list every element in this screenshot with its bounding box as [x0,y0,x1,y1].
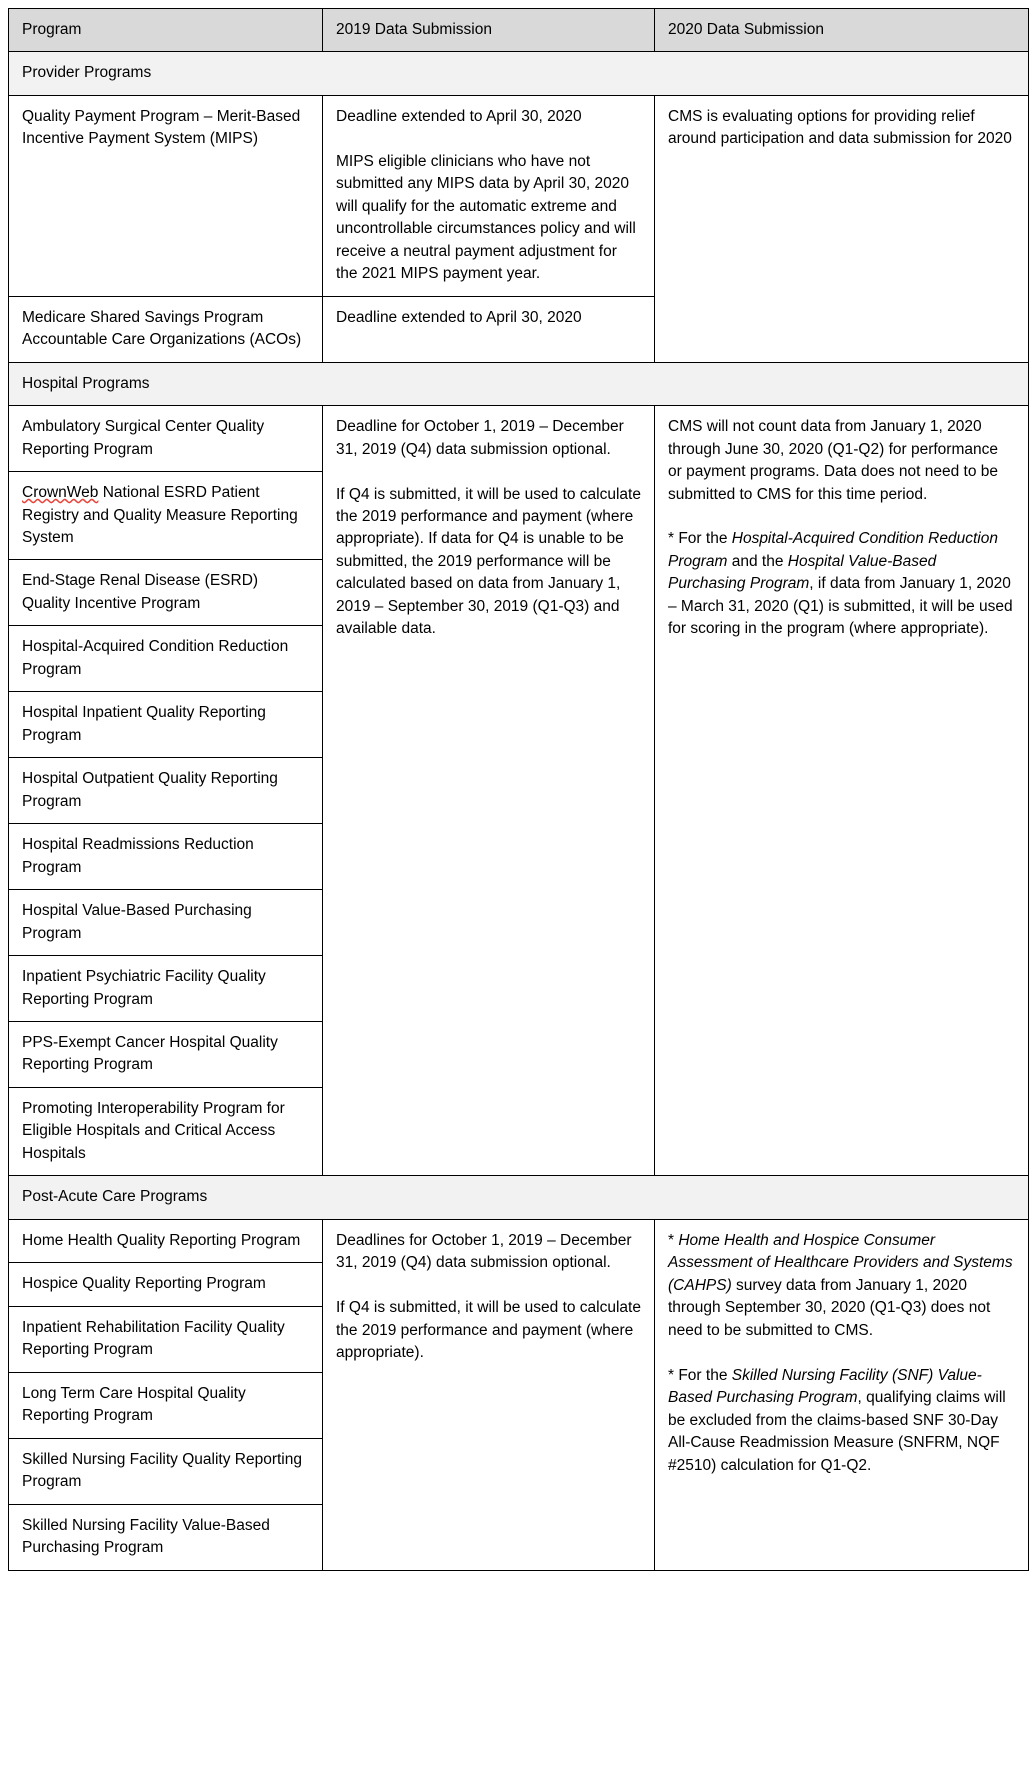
cms-data-submission-table [8,8,1029,1571]
program-name-aco: Medicare Shared Savings Program Accountable Care Organizations (ACOs) [9,296,323,362]
table-row [9,406,1029,472]
program-name: Inpatient Psychiatric Facility Quality Reporting Program [9,956,323,1022]
section-title: Post-Acute Care Programs [9,1176,1029,1219]
spellcheck-word: CrownWeb [22,484,99,502]
section-title: Hospital Programs [9,362,1029,405]
note-suffix: , qualifying claims will be excluded from the claims-based SNF 30-Day All-Cause Readmission Measure (SNFRM, NQF #2510) calculation for Q1-Q2. [668,1389,1006,1474]
section-header-hospital-programs [9,362,1029,405]
column-header-2019: 2019 Data Submission [323,9,655,52]
table-header [9,9,1029,52]
program-name: Hospital-Acquired Condition Reduction Program [9,626,323,692]
hospital-2020-detail: CMS will not count data from January 1, 2020 through June 30, 2020 (Q1-Q2) for performance or payment programs. Data does not need to be submitted to CMS for this time period. [668,418,999,503]
table-body [9,52,1029,1570]
submission-2019-aco [323,296,655,362]
program-name: Skilled Nursing Facility Value-Based Purchasing Program [9,1504,323,1570]
program-name: Hospital Inpatient Quality Reporting Program [9,692,323,758]
note-program-1: Hospital-Acquired Condition Reduction Program [668,530,998,570]
mips-2019-detail: MIPS eligible clinicians who have not submitted any MIPS data by April 30, 2020 will qualify for the automatic extreme and uncontrollable circumstances policy and will receive a neutral payment adjustment for the 2021 MIPS payment year. [336,152,636,283]
column-header-2020: 2020 Data Submission [655,9,1029,52]
submission-2020-provider-programs [655,95,1029,362]
hospital-2019-detail: If Q4 is submitted, it will be used to calculate the 2019 performance and payment (where appropriate). If data for Q4 is unable to be submitted, the 2019 performance will be calculated based on data from January 1, 2019 – September 30, 2019 (Q1-Q3) and available data. [336,485,641,638]
submission-2019-mips [323,95,655,296]
program-name-crownweb [9,472,323,560]
program-name: Hospital Readmissions Reduction Program [9,824,323,890]
aco-2019-deadline: Deadline extended to April 30, 2020 [336,308,582,326]
note-program-cahps: Home Health and Hospice Consumer Assessment of Healthcare Providers and Systems (CAHPS) [668,1231,1013,1294]
hospital-2019-deadline: Deadline for October 1, 2019 – December 31, 2019 (Q4) data submission optional. [336,418,624,458]
section-title: Provider Programs [9,52,1029,95]
program-name: Hospital Value-Based Purchasing Program [9,890,323,956]
column-header-program: Program [9,9,323,52]
submission-2020-hospital-programs [655,406,1029,1176]
note-prefix: * For the [668,1366,732,1384]
hospital-2020-note [668,528,1016,640]
postacute-2019-deadline: Deadlines for October 1, 2019 – December 31, 2019 (Q4) data submission optional. [336,1231,632,1272]
program-name: Promoting Interoperability Program for Eligible Hospitals and Critical Access Hospitals [9,1087,323,1175]
program-name-mips: Quality Payment Program – Merit-Based Incentive Payment System (MIPS) [9,95,323,296]
program-name: PPS-Exempt Cancer Hospital Quality Reporting Program [9,1022,323,1088]
program-name: Hospital Outpatient Quality Reporting Program [9,758,323,824]
note-program-2: Hospital Value-Based Purchasing Program [668,552,937,593]
section-header-provider-programs [9,52,1029,95]
note-prefix: * [668,1231,679,1249]
postacute-2019-detail: If Q4 is submitted, it will be used to calculate the 2019 performance and payment (where appropriate). [336,1299,641,1362]
mips-2019-deadline: Deadline extended to April 30, 2020 [336,107,582,125]
note-suffix: survey data from January 1, 2020 through September 30, 2020 (Q1-Q3) does not need to be submitted to CMS. [668,1276,991,1339]
note-suffix: , if data from January 1, 2020 – March 31, 2020 (Q1) is submitted, it will be used for scoring in the program (where appropriate). [668,575,1013,638]
note-conjunction: and the [727,552,788,570]
program-name: End-Stage Renal Disease (ESRD) Quality Incentive Program [9,560,323,626]
program-name: Ambulatory Surgical Center Quality Reporting Program [9,406,323,472]
note-prefix: * For the [668,530,732,548]
provider-2020-text: CMS is evaluating options for providing relief around participation and data submission for 2020 [668,107,1012,148]
submission-2019-hospital-programs [323,406,655,1176]
program-name: Home Health Quality Reporting Program [9,1219,323,1262]
program-name: Skilled Nursing Facility Quality Reporting Program [9,1438,323,1504]
header-row [9,9,1029,52]
program-name: Hospice Quality Reporting Program [9,1263,323,1306]
program-name-rest: National ESRD Patient Registry and Quality Measure Reporting System [22,484,298,546]
note-program-snf: Skilled Nursing Facility (SNF) Value-Based Purchasing Program [668,1366,982,1407]
table-row [9,1219,1029,1262]
program-name: Inpatient Rehabilitation Facility Quality Reporting Program [9,1306,323,1372]
postacute-2020-note-2 [668,1365,1016,1477]
section-header-post-acute-care-programs [9,1176,1029,1219]
postacute-2020-note-1 [668,1230,1016,1342]
table-row [9,95,1029,296]
program-name: Long Term Care Hospital Quality Reporting Program [9,1372,323,1438]
submission-2020-post-acute-programs [655,1219,1029,1570]
submission-2019-post-acute-programs [323,1219,655,1570]
